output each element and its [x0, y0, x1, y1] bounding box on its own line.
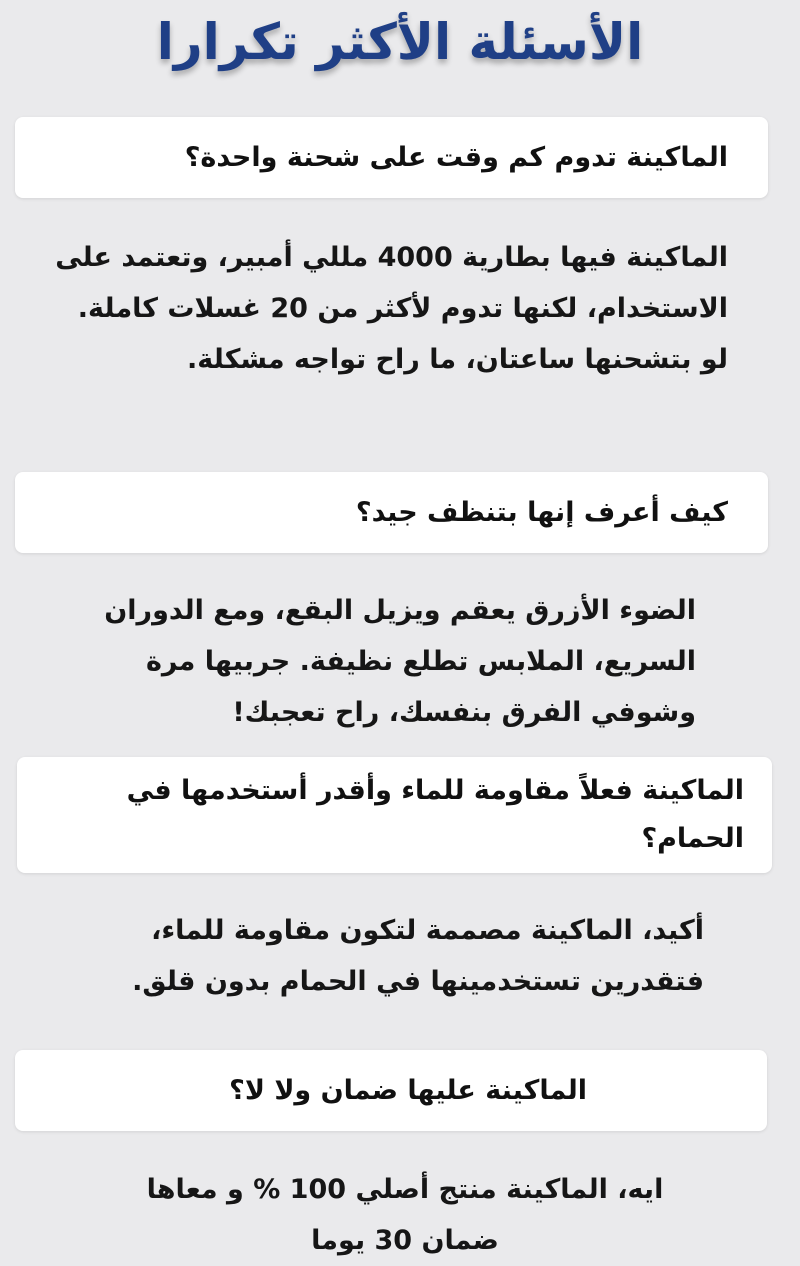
- faq-question-2: كيف أعرف إنها بتنظف جيد؟: [355, 496, 728, 528]
- page-title: الأسئلة الأكثر تكرارا: [156, 13, 644, 71]
- faq-answer-4: ايه، الماكينة منتج أصلي 100 % و معاها ضمان 30 يوما: [146, 1174, 664, 1256]
- faq-question-1: الماكينة تدوم كم وقت على شحنة واحدة؟: [184, 141, 728, 173]
- faq-question-card-1[interactable]: [15, 117, 768, 198]
- faq-question-card-2[interactable]: [15, 472, 768, 553]
- faq-question-3: الماكينة فعلاً مقاومة للماء وأقدر أستخدمها في الحمام؟: [126, 775, 744, 854]
- faq-answer-2: الضوء الأزرق يعقم ويزيل البقع، ومع الدوران السريع، الملابس تطلع نظيفة. جربيها مرة وشوفي الفرق بنفسك، راح تعجبك!: [104, 595, 696, 728]
- faq-answer-1: الماكينة فيها بطارية 4000 مللي أمبير، وتعتمد على الاستخدام، لكنها تدوم لأكثر من 20 غسلات كاملة. لو بتشحنها ساعتان، ما راح تواجه مشكلة.: [55, 242, 728, 375]
- faq-question-4: الماكينة عليها ضمان ولا لا؟: [229, 1074, 587, 1106]
- faq-question-card-3[interactable]: [17, 757, 772, 873]
- faq-answer-3: أكيد، الماكينة مصممة لتكون مقاومة للماء، فتقدرين تستخدمينها في الحمام بدون قلق.: [132, 915, 704, 997]
- faq-question-card-4[interactable]: [15, 1050, 767, 1131]
